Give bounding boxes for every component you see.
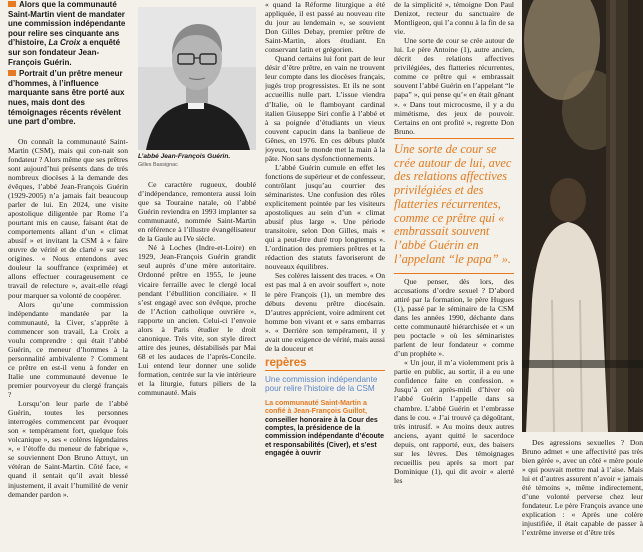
article-column-1 <box>8 0 128 552</box>
article-column-4 <box>394 0 514 552</box>
body-paragraph: Lorsqu’on leur parle de l’abbé Guérin, toutes les personnes interrogées commencent par évoquer son « tempérament fort, quelque fois volcanique », ses « colères légendaires », « l’étoffe du meneur de fabrique », se souviennent Don Bruno Attuyt, un vétéran de Saint-Martin. Côté face, « quand il sentait qu’il avait blessé injustement, il avait l’humilité de venir demander pardon ». <box>8 399 128 499</box>
body-paragraph: L’abbé Guérin cumule en effet les fonctions de supérieur et de confesseur, contrôlant jusqu’au courrier des séminaristes. Une confusion des rôles explicitement pointée par les visiteurs apostoliques au sein d’un « climat abusif plus large ». Une période transitoire, selon Don Gilles, mais « qui a peut-être duré trop longtemps ». L’ordination des premiers prêtres et la rédaction des statuts favoriseront de nouveaux équilibres. <box>265 162 385 272</box>
reperes-title: repères <box>265 356 307 369</box>
lead-bullet: Alors que la communauté Saint-Martin vient de mandater une commission indépendante pour relire ses cinquante ans d’histoire, La Croix a enquêté sur son fondateur Jean-François Guérin. <box>8 0 126 67</box>
orange-bullet-square <box>8 1 16 7</box>
priest-portrait-image <box>138 7 256 150</box>
church-interior-image <box>522 0 643 432</box>
body-paragraph: Ce caractère rugueux, doublé d’indépendance, remontera aussi loin que sa Touraine natale, où l’abbé Guérin reviendra en 1993 implanter sa communauté, nommée Saint-Martin en référence à l’illustre évangélisateur de la Gaule au IVe siècle. <box>138 180 256 244</box>
orange-bullet-square <box>8 70 16 76</box>
article-column-5 <box>522 438 643 552</box>
church-photo <box>522 0 643 432</box>
pull-quote: Une sorte de cour se crée autour de lui, avec des relations affectives privilégiées et des flatteries récurrentes, comme ce prêtre qui « embrassait souvent l’abbé Guérin en l’appelant “le papa” ». <box>394 141 512 267</box>
reperes-box <box>265 375 385 459</box>
reperes-paragraph: La communauté Saint-Martin a confié à Jean-François Guillot, conseiller honoraire à la Cour des comptes, la présidence de la commission indépendante d’écoute et responsabilités (Civer), et s’est engagée à ouvrir <box>265 399 385 458</box>
photo-credit: Gilles Bassignac <box>138 162 178 168</box>
body-paragraph: Né à Loches (Indre-et-Loire) en 1929, Jean-François Guérin grandit seul auprès d’une mère autoritaire. Ordonné prêtre en 1955, le jeune vicaire ferraille avec le clergé local pendant l’ébullition conciliaire. « Il s’est engagé avec son évêque, proche de l’Action catholique ouvrière », rapporte un ancien. Celui-ci l’envoie alors à Paris étudier le droit canonique. Très vite, son style direct attire des jeunes, déstabilisés par Mai 68 et les audaces de l’après-Concile. Lui entend leur donner une solide formation, centrée sur la vie intérieure et la liturgie, futurs piliers de la communauté. Mais <box>138 243 256 398</box>
article-lead-bullets <box>8 0 128 127</box>
body-paragraph: Des agressions sexuelles ? Don Bruno admet « une affectivité pas très bien gérée », avec un côté « mère poule » qui pouvait mettre mal à l’aise. Mais lui et d’autres assurent n’avoir « jamais été témoins », même indirectement, d’une volonté perverse chez leur fondateur. Le père François avance une explication : « Après une colère injustifiée, il était capable de passer à l’extrême inverse et d’être très <box>522 438 643 538</box>
body-paragraph: « quand la Réforme liturgique a été appliquée, il est passé au nouveau rite du jour au lendemain », se souvient Don Gilles Debay, premier prêtre de Saint-Martin, alors étudiant. En conservant latin et grégorien. <box>265 0 385 55</box>
body-paragraph: Que penser, dès lors, des accusations d’ordre sexuel ? D’abord attiré par la formation, le père Hugues (1), passé par le séminaire de la CSM dans les années 1990, déchante dans cette communauté hiérarchisée et « un peu poctacle » où les séminaristes parlent de leur fondateur « comme d’un prophète ». <box>394 276 514 359</box>
body-paragraph: Une sorte de cour se crée autour de lui. Le père Antoine (1), autre ancien, décrit des relations affectives privilégiées, des flatteries récurrentes, comme ce prêtre qui « embrassait souvent l’abbé Guérin en l’appelant “le papa” », qui pense qu’« en était gênant ». « Dans tout microcosme, il y a du mimétisme, des jeux de pouvoir. Certains en ont profité », regrette Don Bruno. <box>394 36 514 136</box>
article-column-3 <box>265 0 385 552</box>
body-paragraph: Ses colères laissent des traces. « On est pas mal à en avoir souffert », note le père François (1), un membre des débuts devenu prêtre diocésain. D’autres apprécient, voire admirent cet homme bon vivant et « sans embarras ». « Derrière son tempérament, il y avait une exigence de vérité, mais aussi de la douceur et <box>265 271 385 353</box>
pullquote-rule-top <box>394 138 514 139</box>
body-paragraph: Quand certains lui font part de leur désir d’être prêtre, en vain ne trouvent leur compte dans les diocèses français, jugés trop progressistes. Et ils ne sont accueillis nulle part. L’issue viendra d’Italie, où le flamboyant cardinal italien Giuseppe Siri confie à l’abbé et à sa poignée d’étudiants un vieux couvent capucin dans la banlieue de Gênes, en 1976. En ces débuts plutôt joyeux, tout le monde met la main à la pâte. Non sans dysfonctionnements. <box>265 54 385 163</box>
body-paragraph: « Un jour, il m’a violemment pris à partie en public, au sortir, il a eu une confidence faite en confession. » Jusqu’à cet après-midi d’hiver où l’abbé Guérin l’appelle dans sa chambre. L’abbé Guérin et l’embrasse dans le cou. « J’ai trouvé ça dégoûtant, très intrusif. » Au moins deux autres anciens, ayant quitté le sacerdoce depuis, ont rapporté, eux, des baisers sur les lèvres. Des témoignages recueillis peu après sa mort par Dominique (1), qui dit avoir « alerté les <box>394 358 514 485</box>
reperes-rule <box>265 370 385 371</box>
photo-caption <box>138 153 258 169</box>
caption-text: L’abbé Jean-François Guérin. <box>138 153 231 160</box>
article-column-2 <box>138 180 256 552</box>
body-paragraph: Alors qu’une commission indépendante mandatée par la communauté, la Civer, s’apprête à commencer son travail, La Croix a voulu comprendre : qui était l’abbé Guérin, ce meneur d’hommes à la personnalité ambivalente ? Comment ce prêtre en est-il venu à fonder en Italie une communauté devenue le premier pourvoyeur du clergé français ? <box>8 299 128 400</box>
reperes-headline: Une commission indépendante pour relire l’histoire de la CSM <box>265 374 378 394</box>
pullquote-rule-bottom <box>394 273 514 274</box>
body-paragraph: On connaît la communauté Saint-Martin (CSM), mais qui con-nait son fondateur ? Alors même que ses prêtres sont aujourd’hui présents dans de très nombreux diocèses à la demande des évêques, l’abbé Jean-François Guérin (1929-2005) n’a jamais fait beaucoup parler de lui. En 2024, une visite apostolique diligentée par Rome l’a pourtant mis en cause, faisant état de comportements allant d’un « climat abusif » et invitant la CSM à « faire œuvre de vérité et de clarté » sur ses origines. « Nous entendons avec douleur la souffrance (exprimée) et allons effectuer courageusement ce travail de relecture », avait-elle réagi pour marquer sa volonté de coopérer. <box>8 136 128 300</box>
portrait-photo <box>138 7 256 150</box>
lead-bullet: Portrait d’un prêtre meneur d’hommes, à l’influence marquante sans être porté aux nues, mais dont des témoignages récents révèlent une part d’ombre. <box>8 69 125 127</box>
body-paragraph: de la simplicité », témoigne Don Paul Denizot, recteur du sanctuaire de Montligeon, qui l’a connu à la fin de sa vie. <box>394 0 514 37</box>
